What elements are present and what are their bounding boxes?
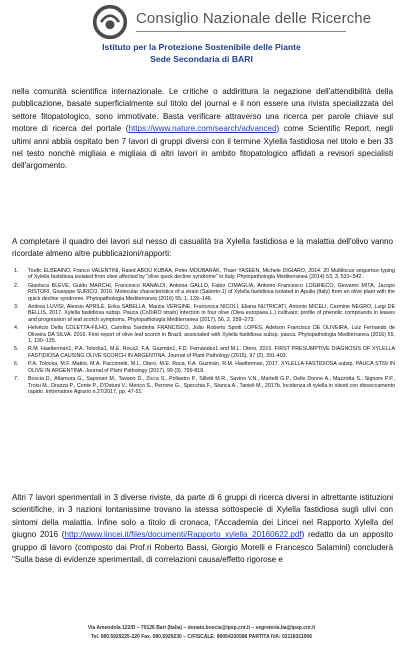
- reference-text: R.M. Haelterman1, P.A. Tolocka1, M.E. Roca2, F.A. Guzmán1, F.D. Fernández1 and M.L. Otero, 2015. FIRST PRESUMPTIVE DIAGNOSIS OF XYLELLA FASTIDIOSA CAUSING OLIVE SCORCH IN ARGENTINA. Journal of Plant Pathology (2015), 97 (2), 391-403.: [28, 346, 395, 359]
- reference-text: Andrea LUVISI, Alessio APRILE, Erika SABELLA, Marzia VERGINE, Francesca NICOLÌ, Eliana NUTRICATI, Antonio MICELI, Carmine NEGRO, Luigi DE BELLIS. 2017. Xylella fastidiosa subsp. Pauca (CoDiRO strain) infection in four olive (Olea europaea L.) cultivars: profile of phenolic compounds in leaves and progression of leaf scorch symptoms. Phytopathologia Mediterranea (2017), 56, 2, 259−273.: [28, 304, 395, 323]
- reference-item: [8, 304, 395, 323]
- letterhead: [0, 0, 403, 88]
- reference-text: Toufic ELBEAINO, Franco VALENTINI, Raied ABOU KUBAA, Peter MOUBARAK, Thaer YASEEN, Michele DIGIARO, 2014. 20 Multilocus sequence typing of Xylella fastidiosa isolated from olive affected by "olive quick decline syndrome" in Italy. Phytopathologia Mediterranea (2014) 53, 3, 533−542.: [28, 268, 395, 281]
- reference-text: P.A. Tolocka, M.F. Mattio, M.A. Paccioretti, M.L. Otero, M.E. Roca, F.A. Guzmán, R.M. Haelterman, 2017. XYLELLA FASTIDIOSA subsp. PAUCA ST69 IN OLIVE IN ARGENTINA. Journal of Plant Pathology (2017), 99 (3), 799-818.: [28, 361, 395, 374]
- footer-contacts: Tel. 080.5929225-220 Fax. 080.5929230 – C/FISCALE: 80054330586 PARTITA IVA: 02118311006: [91, 634, 312, 640]
- reference-item: [8, 376, 395, 395]
- reference-list: [8, 268, 395, 397]
- reference-number: 1.: [14, 268, 19, 274]
- page-footer: [0, 624, 403, 642]
- footer-address: Via Amendola 122/D – 70126 Bari (Italia) – donato.boscia@ipsp.cnr.it – segreteria.ba@ipsp.cnr.it: [87, 625, 316, 631]
- paragraph-references-intro: A completare il quadro dei lavori sul nesso di casualità tra Xylella fastidiosa e la malattia dell'olivo vanno ricordate almeno altre pubblicazioni/rapporti:: [12, 237, 393, 259]
- reference-item: [8, 325, 395, 344]
- paragraph-intro-text-end: ) come Scientific Report, negli ultimi anni abbia ospitato ben 7 lavori di gruppi diversi con il termine Xylella fastidiosa nel titolo e ben 33 nel testo nonché migliaia e migliaia di altri lavori in ambito fitopatologico affidati a revisori specialisti dell'argomento.: [12, 124, 393, 171]
- cnr-logo-icon: [92, 4, 128, 40]
- paragraph-intro-text: nella comunità scientifica internazionale. Le critiche o addirittura la negazione dell'attendibilità della pubblicazione, basate superficialmente sul titolo del journal e il non essere una rivista specializzata del settore fitopatologico, sono immotivate. Basta verificare attraverso una ricerca per parole chiave sul motore di ricerca del portale (: [12, 87, 393, 134]
- reference-number: 3.: [14, 304, 19, 311]
- organization-name: Consiglio Nazionale delle Ricerche: [136, 10, 372, 27]
- paragraph-conclusion-text: Altri 7 lavori sperimentali in 3 diverse riviste, da parte di 6 gruppi di ricerca diversi in altrettante istituzioni scientifiche, in 3 nazioni lontanissime trovano la stessa sottospecie di Xylella fastidiosa sugli ulivi con sintomi della malattia. Infine solo a titolo di cronaca, l'Accademia dei Lincei nel Rapporto Xylella del giugno 2016 (: [12, 493, 393, 540]
- reference-number: 2.: [14, 282, 19, 289]
- reference-number: 7.: [14, 376, 19, 383]
- reference-number: 6.: [14, 361, 19, 368]
- reference-number: 5.: [14, 346, 19, 353]
- lincei-report-link[interactable]: http://www.lincei.it/files/documenti/Rapporto_xylella_20160622.pdf: [64, 530, 302, 540]
- reference-number: 4.: [14, 325, 19, 332]
- branch-name: Sede Secondaria di BARI: [150, 54, 253, 64]
- paragraph-conclusion: [12, 492, 393, 588]
- reference-item: [8, 361, 395, 374]
- paragraph-conclusion-text-end: ) redatto da un apposito gruppo di lavoro (composto dai Prof.ri Roberto Bassi, Giorgio Morelli e Francesco Salamini) concluderà "Sulla base di evidenze sperimentali, di correlazioni causa/effetto rigorose e: [12, 530, 393, 565]
- nature-search-link[interactable]: https://www.nature.com/search/advanced: [128, 124, 277, 134]
- reference-text: Helvécio Della COLETTA-FILHO, Carolina Sardinha FRANCISCO, João Roberto Spotti LOPES, Adelson Francisco DE OLIVEIRA, Luiz Fernando de Oliveira DA SILVA. 2016. First report of olive leaf scorch in Brazil, associated with Xylella fastidiosa subsp. pauca. Phytopathologia Mediterranea (2016) 55, 1, 130−135.: [28, 325, 395, 345]
- reference-item: [8, 346, 395, 359]
- institute-name: Istituto per la Protezione Sostenibile delle Piante: [102, 42, 301, 52]
- paragraph-intro: [12, 86, 393, 234]
- reference-text: Gianluca BLEVE, Guido MARCHI, Francesco RANALDI, Antonia GALLO, Fabio CIMAGLIA, Antonio Francesco LOGRIECO, Giovanni MITA, Jacopo RISTORI, Giuseppe SURICO, 2016. Molecular characteristics of a strain (Salento-1) of Xylella fastidiosa isolated in Apulia (Italy) from an olive plant with the quick decline syndrome. Phytopathologia Mediterranea (2016) 55, 1, 139−146.: [28, 282, 395, 302]
- reference-text: Boscia D., Altamura G., Saponari M., Tavano D., Zicca S., Pollastro P., Silletti M.R., Savino V.N., Martelli G.P., Delle Donne A., Mazzotta S., Signore P.P., Troisi M., Drazza P., Conte P., D'Ostuni V., Merico S., Perrone G., Specchia F., Stanca A., Tanieli M., 2017b. Incidenza di xylella in oliveti con disseccamento rapido. Informatore Agrario n.27/2017, pp. 47-51.: [28, 376, 395, 395]
- reference-item: [8, 268, 395, 281]
- header-rule: [136, 31, 346, 32]
- reference-item: [8, 283, 395, 302]
